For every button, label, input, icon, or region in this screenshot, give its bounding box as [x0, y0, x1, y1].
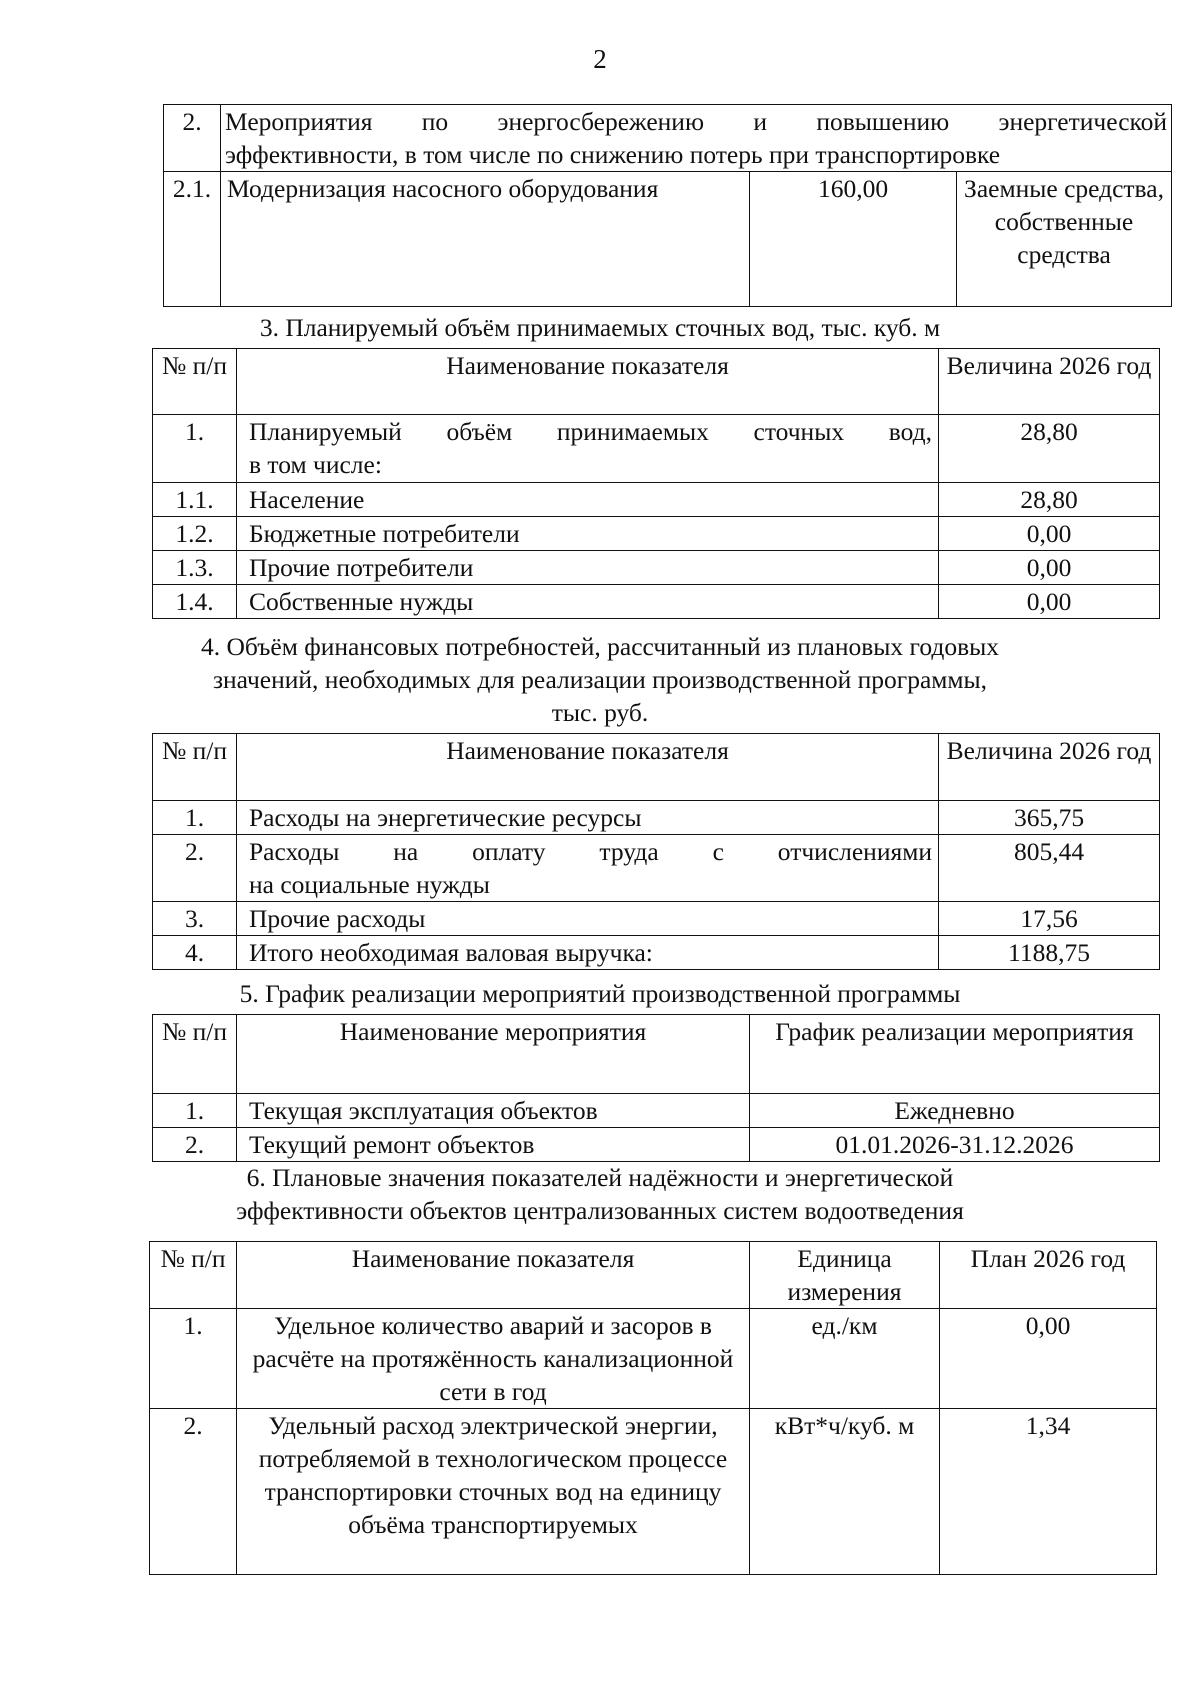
row-schedule: Ежедневно — [750, 1094, 1160, 1128]
row-source: Заемные средства, собственные средства — [957, 172, 1172, 307]
table-row — [153, 1094, 1160, 1128]
header-plan: План 2026 год — [940, 1242, 1157, 1309]
row-number: 2.1. — [164, 172, 221, 307]
table-row — [153, 936, 1160, 970]
row-value: 805,44 — [939, 835, 1160, 902]
header-name: Наименование показателя — [237, 349, 939, 415]
row-value: 365,75 — [939, 801, 1160, 835]
table-row — [150, 1309, 1157, 1409]
row-name: Удельный расход электрической энергии, потребляемой в технологическом процессе транспортировки сточных вод на единицу объёма транспортируемых — [237, 1409, 750, 1575]
section4-table — [152, 733, 1160, 970]
row-value: 1188,75 — [939, 936, 1160, 970]
header-num: № п/п — [153, 734, 237, 801]
table-row — [150, 1409, 1157, 1575]
row-name: Итого необходимая валовая выручка: — [237, 936, 939, 970]
row-value: 0,00 — [939, 551, 1160, 585]
row-number: 1.3. — [153, 551, 237, 585]
section6-table — [149, 1241, 1157, 1575]
row-name: Население — [237, 483, 939, 517]
section4-title: 4. Объём финансовых потребностей, рассчитанный из плановых годовых значений, необходимых для реализации производственной программы, тыс. руб. — [200, 632, 1000, 727]
row-name: Прочие расходы — [237, 902, 939, 936]
row-unit: ед./км — [750, 1309, 940, 1409]
row-number: 4. — [153, 936, 237, 970]
row-name: Планируемый объём принимаемых сточных вод, в том числе: — [237, 415, 939, 483]
header-name: Наименование показателя — [237, 734, 939, 801]
table-row — [153, 835, 1160, 902]
section3-table — [152, 348, 1160, 619]
table-row — [153, 902, 1160, 936]
header-schedule: График реализации мероприятия — [750, 1015, 1160, 1094]
table-row — [153, 585, 1160, 619]
row-value: 17,56 — [939, 902, 1160, 936]
section2-table — [163, 104, 1172, 307]
row-number: 1.4. — [153, 585, 237, 619]
table-row — [164, 172, 1172, 307]
row-value: 0,00 — [939, 585, 1160, 619]
row-number: 2. — [153, 1128, 237, 1162]
section5-title: 5. График реализации мероприятий производственной программы — [239, 979, 961, 1008]
row-name: Прочие потребители — [237, 551, 939, 585]
header-num: № п/п — [153, 349, 237, 415]
row-number: 1. — [153, 801, 237, 835]
row-value: 28,80 — [939, 483, 1160, 517]
row-value: 0,00 — [939, 517, 1160, 551]
row-name: Расходы на оплату труда с отчислениями на социальные нужды — [237, 835, 939, 902]
section3-title: 3. Планируемый объём принимаемых сточных вод, тыс. куб. м — [259, 313, 941, 342]
row-plan: 0,00 — [940, 1309, 1157, 1409]
section6-title: 6. Плановые значения показателей надёжности и энергетической эффективности объектов централизованных систем водоотведения — [236, 1163, 964, 1225]
header-value: Величина 2026 год — [939, 349, 1160, 415]
row-name: Текущий ремонт объектов — [237, 1128, 750, 1162]
table-row — [153, 483, 1160, 517]
row-schedule: 01.01.2026-31.12.2026 — [750, 1128, 1160, 1162]
table-row — [153, 551, 1160, 585]
row-name: Собственные нужды — [237, 585, 939, 619]
row-plan: 1,34 — [940, 1409, 1157, 1575]
row-name: Мероприятия по энергосбережению и повышению энергетической эффективности, в том числе по снижению потерь при транспортировке — [221, 105, 1172, 172]
row-name: Модернизация насосного оборудования — [221, 172, 750, 307]
row-unit: кВт*ч/куб. м — [750, 1409, 940, 1575]
row-number: 1. — [150, 1309, 237, 1409]
header-name: Наименование мероприятия — [237, 1015, 750, 1094]
row-name: Бюджетные потребители — [237, 517, 939, 551]
row-name: Удельное количество аварий и засоров в расчёте на протяжённость канализационной сети в год — [237, 1309, 750, 1409]
row-number: 1.1. — [153, 483, 237, 517]
row-name: Текущая эксплуатация объектов — [237, 1094, 750, 1128]
row-number: 2. — [153, 835, 237, 902]
row-number: 2. — [150, 1409, 237, 1575]
row-name: Расходы на энергетические ресурсы — [237, 801, 939, 835]
table-row — [153, 415, 1160, 483]
header-value: Величина 2026 год — [939, 734, 1160, 801]
row-number: 2. — [164, 105, 221, 172]
header-name: Наименование показателя — [237, 1242, 750, 1309]
row-number: 1.2. — [153, 517, 237, 551]
row-number: 1. — [153, 415, 237, 483]
page-number: 2 — [593, 44, 607, 74]
table-header-row — [150, 1242, 1157, 1309]
row-value: 160,00 — [750, 172, 957, 307]
table-row — [153, 1128, 1160, 1162]
table-row — [164, 105, 1172, 172]
row-value: 28,80 — [939, 415, 1160, 483]
table-header-row — [153, 734, 1160, 801]
row-number: 3. — [153, 902, 237, 936]
row-number: 1. — [153, 1094, 237, 1128]
table-row — [153, 517, 1160, 551]
table-header-row — [153, 349, 1160, 415]
table-row — [153, 801, 1160, 835]
table-header-row — [153, 1015, 1160, 1094]
header-num: № п/п — [153, 1015, 237, 1094]
section5-table — [152, 1014, 1160, 1162]
header-unit: Единица измерения — [750, 1242, 940, 1309]
header-num: № п/п — [150, 1242, 237, 1309]
